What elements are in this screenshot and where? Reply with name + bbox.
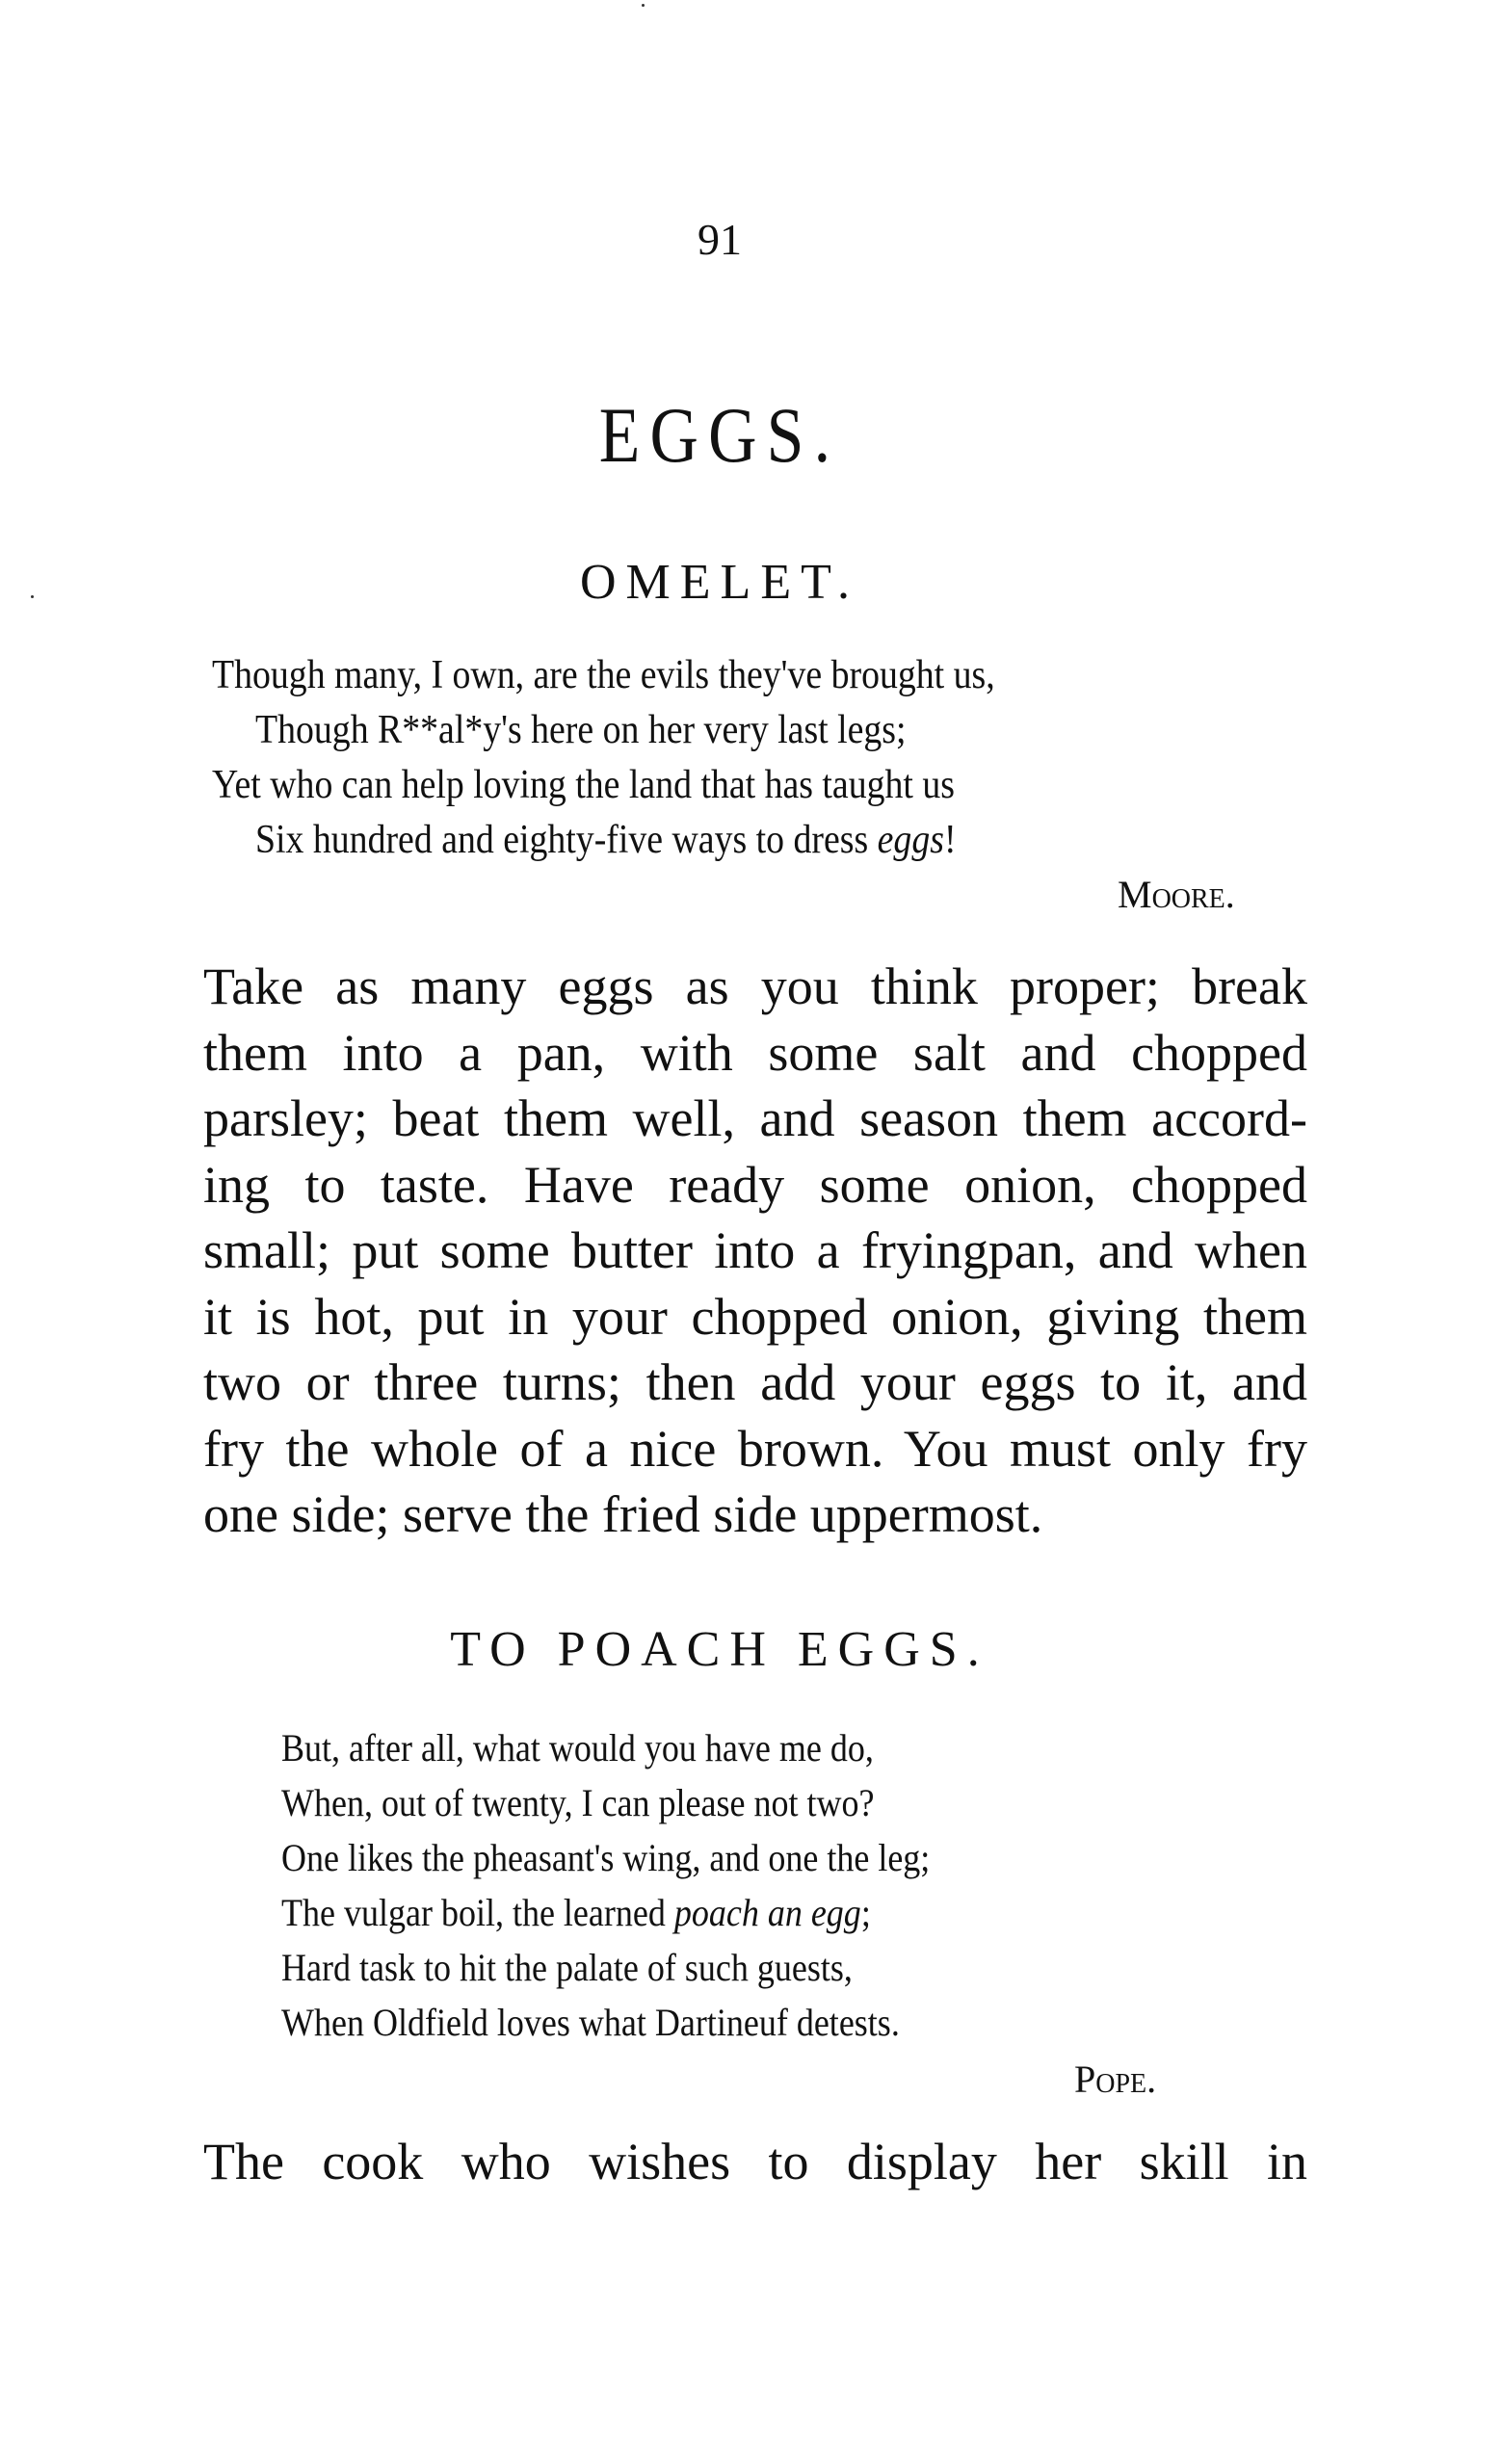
verse-line: Hard task to hit the palate of such guests,	[281, 1946, 853, 1989]
body-line: Take as many eggs as you think proper; break	[203, 957, 1307, 1015]
section-heading-omelet: OMELET.	[580, 555, 859, 610]
body-omelet	[203, 954, 1307, 1548]
verse-line: Though many, I own, are the evils they've brought us,	[212, 653, 995, 697]
verse-line: When, out of twenty, I can please not two?	[281, 1781, 875, 1824]
body-poach	[203, 2129, 1307, 2195]
attribution-moore: Moore.	[1118, 873, 1235, 916]
body-line: The cook who wishes to display her skill in	[203, 2133, 1307, 2190]
verse-line	[212, 813, 995, 868]
body-line: two or three turns; then add your eggs to it, and	[203, 1353, 1307, 1411]
epigraph-poach	[281, 1720, 930, 2050]
verse-italic: poach an egg	[673, 1891, 861, 1934]
body-line: fry the whole of a nice brown. You must only fry	[203, 1419, 1307, 1478]
verse-text: ;	[860, 1891, 871, 1934]
body-line: one side; serve the fried side uppermost.	[203, 1485, 1043, 1543]
body-line: ing to taste. Have ready some onion, chopped	[203, 1155, 1307, 1214]
verse-text: Six hundred and eighty-five ways to dress	[255, 818, 878, 862]
body-line: them into a pan, with some salt and chopped	[203, 1023, 1307, 1082]
body-line: it is hot, put in your chopped onion, giving them	[203, 1287, 1307, 1346]
verse-line: But, after all, what would you have me do,	[281, 1726, 874, 1769]
chapter-title: EGGS.	[598, 391, 841, 479]
verse-line: When Oldfield loves what Dartineuf detests.	[281, 2001, 900, 2044]
body-line: parsley; beat them well, and season them accord-	[203, 1089, 1307, 1147]
verse-text: The vulgar boil, the learned	[281, 1891, 674, 1934]
body-line: small; put some butter into a fryingpan, and when	[203, 1221, 1307, 1279]
verse-line: Yet who can help loving the land that has taught us	[212, 763, 955, 807]
page-number: 91	[698, 215, 742, 264]
verse-italic: eggs	[877, 818, 944, 862]
epigraph-omelet	[212, 648, 995, 868]
verse-line: Though R**al*y's here on her very last legs;	[255, 708, 907, 752]
section-heading-poach: TO POACH EGGS.	[450, 1622, 989, 1677]
attribution-pope: Pope.	[1074, 2058, 1157, 2101]
verse-line	[281, 1885, 930, 1940]
verse-line: One likes the pheasant's wing, and one the leg;	[281, 1836, 931, 1879]
print-speck	[642, 4, 645, 7]
verse-text: !	[943, 818, 957, 862]
